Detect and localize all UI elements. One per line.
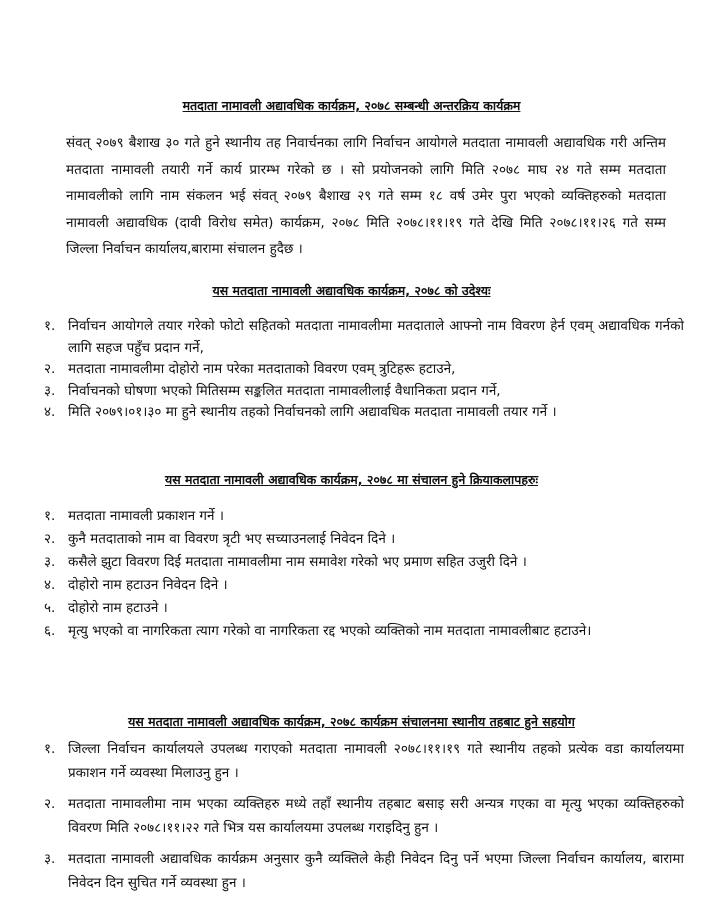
activity-item <box>44 597 684 620</box>
list-item-number: ६. <box>44 623 56 639</box>
list-item-text: दोहोरो नाम हटाउने । <box>68 600 168 616</box>
activity-item <box>44 574 684 597</box>
list-item-text: निर्वाचन आयोगले तयार गरेको फोटो सहितको मतदाता नामावलीमा मतदाताले आफ्नो नाम विवरण हेर्न एवम् अद्यावधिक गर्नको लागि सहज पहुँच प्रदान गर्ने, <box>68 318 684 356</box>
list-item-number: १. <box>44 508 56 524</box>
activity-item <box>44 620 684 643</box>
list-item-number: २. <box>44 361 56 377</box>
support-item <box>44 737 684 785</box>
list-item-number: २. <box>44 796 56 812</box>
list-item-number: ४. <box>44 404 56 420</box>
objectives-heading: यस मतदाता नामावली अद्यावधिक कार्यक्रम, २०७८ को उदेश्यः <box>212 283 491 298</box>
list-item-text: कसैले झुटा विवरण दिई मतदाता नामावलीमा नाम समावेश गरेको भए प्रमाण सहित उजुरी दिने । <box>68 554 527 570</box>
list-item-text: मृत्यु भएको वा नागरिकता त्याग गरेको वा नागरिकता रद्द भएको व्यक्तिको नाम मतदाता नामावलीबाट हटाउने। <box>68 623 592 639</box>
list-item-number: १. <box>44 318 56 334</box>
list-item-number: ५. <box>44 600 56 616</box>
list-item-number: ३. <box>44 851 56 867</box>
list-item-text: दोहोरो नाम हटाउन निवेदन दिने । <box>68 577 228 593</box>
activity-item <box>44 528 684 551</box>
activity-item <box>44 505 684 528</box>
list-item-text: जिल्ला निर्वाचन कार्यालयले उपलब्ध गराएको मतदाता नामावली २०७८।११।१९ गते स्थानीय तहको प्रत्येक वडा कार्यालयमा प्रकाशन गर्ने व्यवस्था मिलाउनु हुन । <box>68 741 684 781</box>
list-item-text: मतदाता नामावली प्रकाशन गर्ने । <box>68 508 224 524</box>
list-item-text: मतदाता नामावलीमा नाम भएका व्यक्तिहरु मध्ये तहाँ स्थानीय तहबाट बसाइ सरी अन्यत्र गएका वा मृत्यु भएका व्यक्तिहरुको विवरण मिति २०७८।११।२२ गते भित्र यस कार्यालयमा उपलब्ध गराइदिनु हुन । <box>68 796 684 836</box>
list-item-number: ३. <box>44 554 56 570</box>
objectives-list <box>44 316 684 424</box>
list-item-number: ३. <box>44 382 56 399</box>
support-heading: यस मतदाता नामावली अद्यावधिक कार्यक्रम, २०७८ कार्यक्रम संचालनमा स्थानीय तहबाट हुने सहयोग <box>128 714 575 729</box>
list-item-text: कुनै मतदाताको नाम वा विवरण त्रृटी भए सच्याउनलाई निवेदन दिने । <box>68 531 396 547</box>
list-item-number: १. <box>44 741 56 757</box>
activities-list <box>44 505 684 643</box>
activities-heading: यस मतदाता नामावली अद्यावधिक कार्यक्रम, २०७८ मा संचालन हुने क्रियाकलापहरुः <box>164 472 538 487</box>
objective-item <box>44 402 684 424</box>
objective-item <box>44 381 684 403</box>
list-item-text: मतदाता नामावली अद्यावधिक कार्यक्रम अनुसार कुनै व्यक्तिले केही निवेदन दिनु पर्ने भएमा जिल्ला निर्वाचन कार्यालय, बारामा निवेदन दिन सुचित गर्ने व्यवस्था हुन । <box>68 851 684 891</box>
objective-item <box>44 359 684 381</box>
support-list <box>44 737 684 902</box>
list-item-text: निर्वाचनको घोषणा भएको मितिसम्म सङ्कलित मतदाता नामावलीलाई वैधानिकता प्रदान गर्ने, <box>68 382 501 399</box>
title-heading: मतदाता नामावली अद्यावधिक कार्यक्रम, २०७८ सम्बन्धी अन्तरक्रिय कार्यक्रम <box>182 98 521 113</box>
support-item <box>44 792 684 840</box>
activity-item <box>44 551 684 574</box>
intro-paragraph: संवत् २०७९ बैशाख ३० गते हुने स्थानीय तह निवार्चनका लागि निर्वाचन आयोगले मतदाता नामावली अद्यावधिक गरी अन्तिम मतदाता नामावली तयारी गर्ने कार्य प्रारम्भ गरेको छ । सो प्रयोजनको लागि मिति २०७८ माघ २४ गते सम्म मतदाता नामावलीको लागि नाम संकलन भई संवत् २०७९ बैशाख २९ गते सम्म १८ वर्ष उमेर पुरा भएको व्यक्तिहरुको मतदाता नामावली अद्यावधिक (दावी विरोध समेत) कार्यक्रम, २०७८ मिति २०७८।११।१९ गते देखि मिति २०७८।११।२६ गते सम्म जिल्ला निर्वाचन कार्यालय,बारामा संचालन हुदैछ । <box>66 135 666 257</box>
objective-item <box>44 316 684 359</box>
list-item-number: २. <box>44 531 56 547</box>
list-item-text: मिति २०७९।०१।३० मा हुने स्थानीय तहको निर्वाचनको लागि अद्यावधिक मतदाता नामावली तयार गर्ने । <box>68 404 557 420</box>
list-item-number: ४. <box>44 577 56 593</box>
list-item-text: मतदाता नामावलीमा दोहोरो नाम परेका मतदाताको विवरण एवम् त्रुटिहरू हटाउने, <box>68 361 456 377</box>
support-item <box>44 847 684 895</box>
